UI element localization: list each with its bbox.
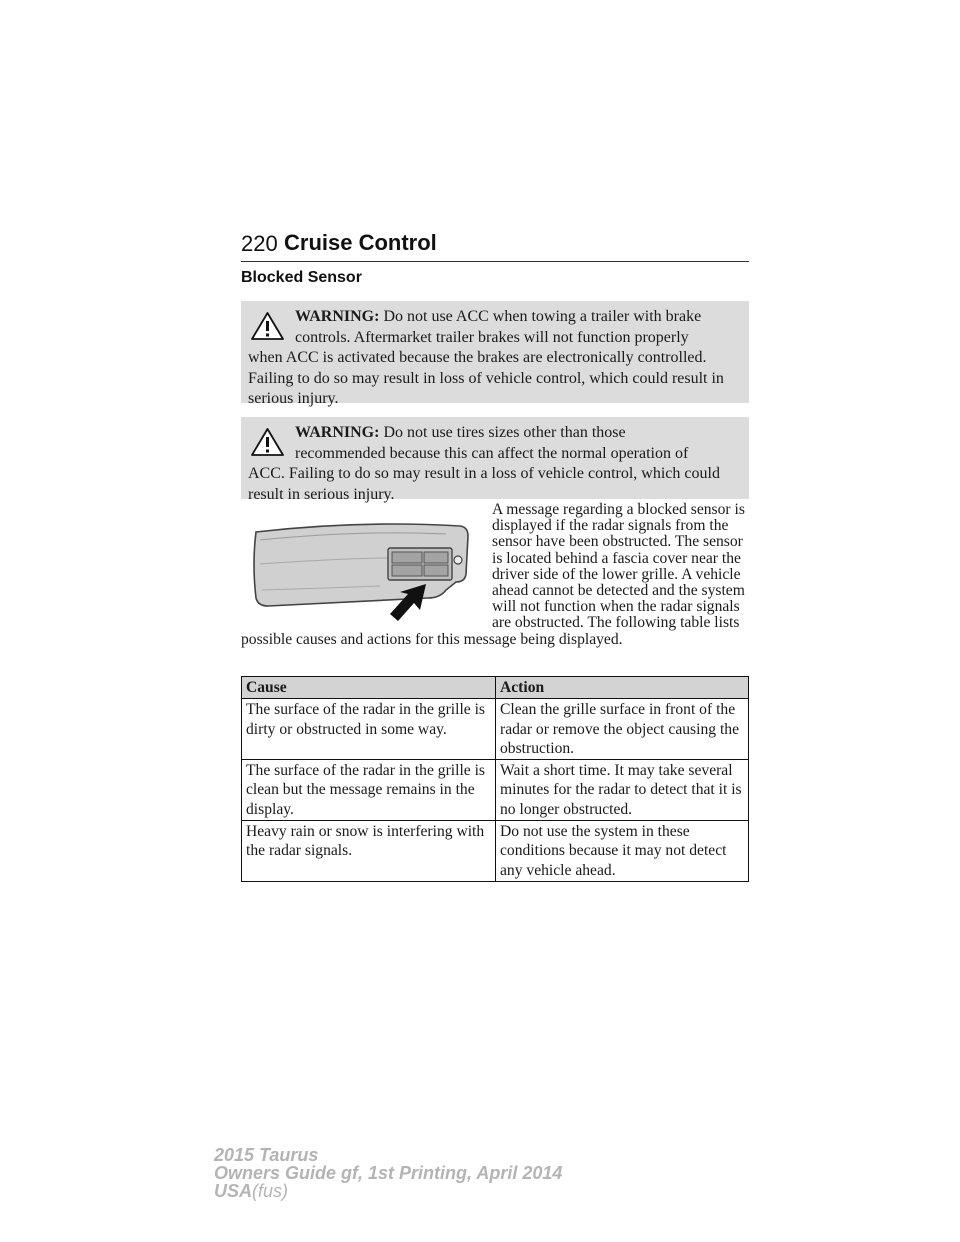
- table-row: [242, 821, 749, 882]
- page-header: [241, 228, 749, 262]
- table-header-cause: Cause: [242, 677, 496, 699]
- warning-title: WARNING:: [295, 424, 380, 441]
- section-heading: Blocked Sensor: [241, 269, 362, 286]
- illustration-spacer: [241, 502, 492, 626]
- table-cell-action: Clean the grille surface in front of the radar or remove the object causing the obstruction.: [496, 699, 749, 760]
- table-header-action: Action: [496, 677, 749, 699]
- table-cell-cause: The surface of the radar in the grille is clean but the message remains in the display.: [242, 760, 496, 821]
- warning-text-first-line: Do not use tires sizes other than those: [383, 424, 626, 441]
- table-header-row: [242, 677, 749, 699]
- warning-text-second-line: recommended because this can affect the normal operation of: [295, 444, 689, 462]
- footer-model: 2015 Taurus: [214, 1145, 319, 1165]
- page-footer: [214, 1146, 562, 1200]
- footer-market: [214, 1182, 562, 1200]
- warning-text-rest: when ACC is activated because the brakes are electronically controlled. Failing to do so may result in loss of vehicle control, which could result in serious injury.: [248, 349, 724, 407]
- warning-text-rest: ACC. Failing to do so may result in a loss of vehicle control, which could result in serious injury.: [248, 465, 720, 503]
- table-cell-cause: Heavy rain or snow is interfering with the radar signals.: [242, 821, 496, 882]
- footer-market-suffix: (fus): [252, 1181, 289, 1201]
- table-cell-action: Do not use the system in these conditions because it may not detect any vehicle ahead.: [496, 821, 749, 882]
- footer-market-code: USA: [214, 1181, 253, 1201]
- warning-box-tire-sizes: [241, 417, 749, 503]
- table-cell-cause: The surface of the radar in the grille is dirty or obstructed in some way.: [242, 699, 496, 760]
- warning-triangle-icon: [250, 311, 285, 341]
- warning-title: WARNING:: [295, 308, 380, 325]
- table-row: [242, 760, 749, 821]
- footer-edition: Owners Guide gf, 1st Printing, April 2014: [214, 1163, 563, 1183]
- blocked-sensor-table: [241, 676, 749, 882]
- warning-text-second-line: controls. Aftermarket trailer brakes will not function properly: [295, 328, 689, 346]
- page-number: 220: [241, 231, 278, 256]
- warning-text-first-line: Do not use ACC when towing a trailer with brake: [383, 308, 702, 325]
- warning-lead: [248, 307, 742, 328]
- warning-lead: [248, 423, 742, 444]
- warning-box-trailer-brakes: [241, 301, 749, 407]
- body-paragraph-text: A message regarding a blocked sensor is displayed if the radar signals from the sensor have been obstructed. The sensor is located behind a fascia cover near the driver side of the lower grille. A vehicle ahead cannot be detected and the system will not function when the radar signals are obstructed. The following table lists possible causes and actions for this message being displayed.: [241, 501, 745, 648]
- table-cell-action: Wait a short time. It may take several minutes for the radar to detect that it is no longer obstructed.: [496, 760, 749, 821]
- warning-triangle-icon: [250, 427, 285, 457]
- body-paragraph: [241, 502, 749, 648]
- chapter-title: Cruise Control: [284, 230, 437, 255]
- table-row: [242, 699, 749, 760]
